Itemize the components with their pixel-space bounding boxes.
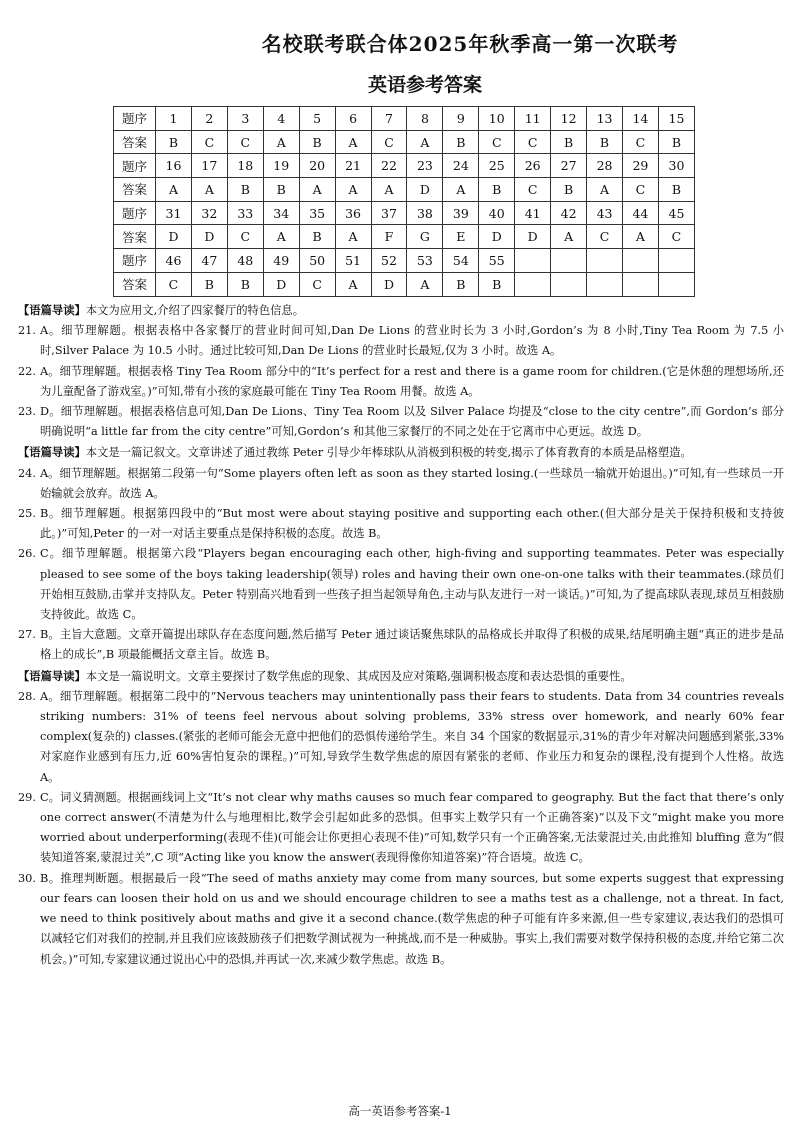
question-number-cell: 5 xyxy=(299,107,335,131)
question-number-cell: 15 xyxy=(658,107,694,131)
answer-explanation xyxy=(18,544,784,625)
question-number-cell: 21 xyxy=(335,154,371,178)
answer-cell: C xyxy=(371,130,407,154)
answer-cell: A xyxy=(299,178,335,202)
question-number-cell: 10 xyxy=(479,107,515,131)
explanations xyxy=(18,300,784,970)
question-number-cell: 11 xyxy=(515,107,551,131)
answer-cell: C xyxy=(156,272,192,296)
question-number-cell: 7 xyxy=(371,107,407,131)
question-number-cell: 8 xyxy=(407,107,443,131)
question-number-cell: 43 xyxy=(587,201,623,225)
question-number-cell xyxy=(551,249,587,273)
question-number-cell: 23 xyxy=(407,154,443,178)
answer-explanation xyxy=(18,788,784,869)
question-number-cell: 50 xyxy=(299,249,335,273)
answer-cell: C xyxy=(515,130,551,154)
question-number-cell: 53 xyxy=(407,249,443,273)
answer-cell xyxy=(551,272,587,296)
question-label-cell: 题序 xyxy=(114,154,156,178)
explanation-text: A。细节理解题。根据第二段第一句“Some players often left as soon as they started losing.(一些球员一输就开始退出。)”可知,有一些球员一开始输就会放弃。故选 A。 xyxy=(40,466,784,500)
answer-cell: E xyxy=(443,225,479,249)
question-number: 30. xyxy=(18,871,36,885)
question-number: 23. xyxy=(18,405,36,419)
answer-cell: C xyxy=(658,225,694,249)
answer-cell: B xyxy=(191,272,227,296)
answer-explanation xyxy=(18,687,784,788)
answer-label-cell: 答案 xyxy=(114,178,156,202)
explanation-text: B。推理判断题。根据最后一段“The seed of maths anxiety may come from many sources, but some experts suggest that expressing our fears can loosen their hold on us and we should encourage children to see a maths test as a challenge, not a threat. In fact, we need to think positively about maths and give it a second chance.(数学焦虑的种子可能有许多来源,但一些专家建议,表达我们的恐惧可以减轻它们对我们的控制,并且我们应该鼓励孩子们把数学测试视为一种挑战,而不是一种威胁。事实上,我们需要对数学保持积极的态度,并给它第二次机会。)”可知,专家建议通过说出心中的恐惧,并再试一次,来减少数学焦虑。故选 B。 xyxy=(40,871,784,966)
explanation-text: A。细节理解题。根据表格 Tiny Tea Room 部分中的“It’s perfect for a rest and there is a game room for children.(它是休憩的理想场所,还为儿童配备了游戏室。)”可知,带有小孩的家庭最可能在 Tiny Tea Room 用餐。故选 A。 xyxy=(40,364,784,398)
answer-cell: B xyxy=(551,178,587,202)
passage-guide-text: 本文是一篇说明文。文章主要探讨了数学焦虑的现象、其成因及应对策略,强调积极态度和表达恐惧的重要性。 xyxy=(85,669,632,683)
question-number-cell: 45 xyxy=(658,201,694,225)
answer-cell: D xyxy=(515,225,551,249)
answer-cell: C xyxy=(191,130,227,154)
question-number: 28. xyxy=(18,689,36,703)
answer-cell: C xyxy=(622,178,658,202)
question-number-cell: 3 xyxy=(227,107,263,131)
answer-label-cell: 答案 xyxy=(114,272,156,296)
answer-cell xyxy=(622,272,658,296)
question-number-cell: 54 xyxy=(443,249,479,273)
question-number-cell: 32 xyxy=(191,201,227,225)
question-number: 29. xyxy=(18,790,36,804)
question-number-row xyxy=(114,249,695,273)
question-label-cell: 题序 xyxy=(114,201,156,225)
answer-cell: C xyxy=(622,130,658,154)
question-number-cell: 13 xyxy=(587,107,623,131)
question-number-cell: 22 xyxy=(371,154,407,178)
passage-guide-label: 【语篇导读】 xyxy=(18,445,86,460)
answer-label-cell: 答案 xyxy=(114,225,156,249)
answer-cell: B xyxy=(299,130,335,154)
explanation-text: A。细节理解题。根据表格中各家餐厅的营业时间可知,Dan De Lions 的营业时长为 3 小时,Gordon’s 为 8 小时,Tiny Tea Room 为 7.5 小时,Silver Palace 为 10.5 小时。通过比较可知,Dan De Lions 的营业时长最短,仅为 3 小时。故选 A。 xyxy=(40,324,784,358)
answer-cell: D xyxy=(479,225,515,249)
question-number-cell: 24 xyxy=(443,154,479,178)
answer-cell: A xyxy=(335,130,371,154)
answer-cell: A xyxy=(371,178,407,202)
answer-cell: C xyxy=(227,130,263,154)
explanation-text: A。细节理解题。根据第二段中的“Nervous teachers may unintentionally pass their fears to students. Data from 34 countries reveals striking numbers: 31% of teens feel nervous about solving problems, 33% stress over homework, and nearly 60% fear complex(复杂的) classes.(紧张的老师可能会无意中把他们的恐惧传递给学生。来自 34 个国家的数据显示,31%的青少年对解决问题感到紧张,33%对家庭作业感到有压力,近 60%害怕复杂的课程。)”可知,导致学生数学焦虑的原因有紧张的老师、作业压力和复杂的课程,没有提到个人性格。故选 A。 xyxy=(40,689,784,784)
question-number-cell: 42 xyxy=(551,201,587,225)
question-number-cell: 4 xyxy=(263,107,299,131)
passage-guide-text: 本文是一篇记叙文。文章讲述了通过教练 Peter 引导少年棒球队从消极到积极的转变,揭示了体育教育的本质是品格塑造。 xyxy=(85,446,692,460)
explanation-text: D。细节理解题。根据表格信息可知,Dan De Lions、Tiny Tea Room 以及 Silver Palace 均提及“close to the city centre”,而 Gordon’s 部分明确说明“a little far from the city centre”可知,Gordon’s 和其他三家餐厅的不同之处在于它离市中心更远。故选 D。 xyxy=(40,405,784,439)
question-number-cell: 6 xyxy=(335,107,371,131)
answer-cell: D xyxy=(191,225,227,249)
answer-cell: A xyxy=(407,130,443,154)
question-number-cell: 55 xyxy=(479,249,515,273)
question-number: 27. xyxy=(18,628,36,642)
question-number-cell: 2 xyxy=(191,107,227,131)
question-label-cell: 题序 xyxy=(114,249,156,273)
answer-cell: B xyxy=(227,178,263,202)
question-number-cell: 38 xyxy=(407,201,443,225)
answer-cell: B xyxy=(658,130,694,154)
answer-cell: C xyxy=(587,225,623,249)
question-number: 24. xyxy=(18,466,36,480)
question-number-cell: 18 xyxy=(227,154,263,178)
answer-cell: C xyxy=(479,130,515,154)
explanation-text: B。细节理解题。根据第四段中的“But most were about staying positive and supporting each other.(但大部分是关于保持积极和支持彼此。)”可知,Peter 的一对一对话主要重点是保持积极的态度。故选 B。 xyxy=(40,507,784,541)
question-number-cell: 17 xyxy=(191,154,227,178)
answer-explanation xyxy=(18,504,784,544)
answer-cell: B xyxy=(551,130,587,154)
answer-cell: B xyxy=(479,272,515,296)
answer-cell: C xyxy=(227,225,263,249)
answer-label-cell: 答案 xyxy=(114,130,156,154)
answer-cell: A xyxy=(263,225,299,249)
answer-cell: B xyxy=(156,130,192,154)
answer-cell: B xyxy=(443,272,479,296)
answer-key-table xyxy=(113,106,695,297)
answer-cell: A xyxy=(335,178,371,202)
question-number-cell: 9 xyxy=(443,107,479,131)
answer-row xyxy=(114,130,695,154)
answer-explanation xyxy=(18,402,784,442)
answer-cell: B xyxy=(443,130,479,154)
question-number-cell: 29 xyxy=(622,154,658,178)
answer-cell: F xyxy=(371,225,407,249)
question-number: 22. xyxy=(18,364,36,378)
passage-guide-text: 本文为应用文,介绍了四家餐厅的特色信息。 xyxy=(85,304,305,317)
question-number-cell: 20 xyxy=(299,154,335,178)
question-number-row xyxy=(114,107,695,131)
question-number-cell: 51 xyxy=(335,249,371,273)
question-number-cell: 27 xyxy=(551,154,587,178)
answer-cell xyxy=(587,272,623,296)
question-number-cell: 34 xyxy=(263,201,299,225)
question-number-row xyxy=(114,201,695,225)
question-number-cell: 19 xyxy=(263,154,299,178)
question-number-cell: 37 xyxy=(371,201,407,225)
question-number-cell: 40 xyxy=(479,201,515,225)
question-number-cell: 46 xyxy=(156,249,192,273)
explanation-text: C。细节理解题。根据第六段“Players began encouraging each other, high-fiving and supporting teammates. Peter was especially pleased to see some of the boys taking leadership(领导) roles and having their own one-on-one talks with their teammates.(球员们开始相互鼓励,击掌并支持队友。Peter 特别高兴地看到一些孩子担当起领导角色,主动与队友进行一对一谈话。)”可知,为了提高球队表现,球员互相鼓励支持彼此。故选 C。 xyxy=(40,547,784,622)
question-number-cell: 30 xyxy=(658,154,694,178)
explanation-text: C。词义猜测题。根据画线词上文“It’s not clear why maths causes so much fear compared to geography. But the fact that there’s only one correct answer(不清楚为什么与地理相比,数学会引起如此多的恐惧。但事实上数学只有一个正确答案)”以及下文“might make you more worried about underperforming(表现不佳)(可能会让你更担心表现不佳)”可知,数学只有一个正确答案,无法蒙混过关,由此推知 bluffing 意为“假装知道答案,蒙混过关”,C 项“Acting like you know the answer(表现得像你知道答案)”符合语境。故选 C。 xyxy=(40,790,784,865)
question-number-cell: 12 xyxy=(551,107,587,131)
question-number-cell: 47 xyxy=(191,249,227,273)
passage-guide xyxy=(18,300,784,321)
question-number-cell: 26 xyxy=(515,154,551,178)
answer-cell: D xyxy=(263,272,299,296)
answer-cell: A xyxy=(335,225,371,249)
answer-cell: D xyxy=(156,225,192,249)
answer-row xyxy=(114,178,695,202)
question-number-cell: 39 xyxy=(443,201,479,225)
passage-guide-label: 【语篇导读】 xyxy=(18,303,86,317)
answer-cell: A xyxy=(407,272,443,296)
answer-cell: B xyxy=(299,225,335,249)
answer-row xyxy=(114,272,695,296)
answer-cell: G xyxy=(407,225,443,249)
question-number-cell: 49 xyxy=(263,249,299,273)
answer-cell xyxy=(515,272,551,296)
passage-guide xyxy=(18,442,784,463)
question-number-cell xyxy=(515,249,551,273)
page-title: 名校联考联合体2025年秋季高一第一次联考 xyxy=(261,32,679,56)
answer-row xyxy=(114,225,695,249)
answer-cell: A xyxy=(622,225,658,249)
question-number-cell: 28 xyxy=(587,154,623,178)
page-footer: 高一英语参考答案-1 xyxy=(348,1104,452,1118)
question-number-cell: 1 xyxy=(156,107,192,131)
question-label-cell: 题序 xyxy=(114,107,156,131)
passage-guide xyxy=(18,666,784,687)
question-number-cell: 16 xyxy=(156,154,192,178)
question-number-cell: 14 xyxy=(622,107,658,131)
question-number-cell xyxy=(587,249,623,273)
answer-cell: A xyxy=(335,272,371,296)
answer-cell: A xyxy=(156,178,192,202)
question-number: 26. xyxy=(18,547,36,561)
question-number-cell: 44 xyxy=(622,201,658,225)
answer-cell: D xyxy=(371,272,407,296)
answer-cell: B xyxy=(227,272,263,296)
answer-cell xyxy=(658,272,694,296)
answer-cell: A xyxy=(587,178,623,202)
answer-cell: B xyxy=(587,130,623,154)
explanation-text: B。主旨大意题。文章开篇提出球队存在态度问题,然后描写 Peter 通过谈话聚焦球队的品格成长并取得了积极的成果,结尾明确主题“真正的进步是品格上的成长”,B 项最能概括文章主旨。故选 B。 xyxy=(40,628,784,662)
question-number-cell: 48 xyxy=(227,249,263,273)
question-number-cell: 31 xyxy=(156,201,192,225)
question-number-cell: 25 xyxy=(479,154,515,178)
question-number: 21. xyxy=(18,324,36,338)
answer-cell: A xyxy=(191,178,227,202)
question-number: 25. xyxy=(18,507,36,521)
page-subtitle: 英语参考答案 xyxy=(367,74,482,96)
answer-cell: A xyxy=(551,225,587,249)
question-number-cell: 52 xyxy=(371,249,407,273)
answer-cell: A xyxy=(263,130,299,154)
question-number-cell xyxy=(622,249,658,273)
question-number-cell: 35 xyxy=(299,201,335,225)
answer-explanation xyxy=(18,464,784,504)
answer-cell: B xyxy=(263,178,299,202)
answer-explanation xyxy=(18,625,784,665)
answer-cell: C xyxy=(299,272,335,296)
question-number-cell xyxy=(658,249,694,273)
answer-cell: A xyxy=(443,178,479,202)
answer-explanation xyxy=(18,321,784,361)
question-number-cell: 41 xyxy=(515,201,551,225)
answer-explanation xyxy=(18,362,784,402)
answer-cell: B xyxy=(479,178,515,202)
answer-explanation xyxy=(18,869,784,970)
answer-cell: D xyxy=(407,178,443,202)
question-number-cell: 36 xyxy=(335,201,371,225)
question-number-row xyxy=(114,154,695,178)
answer-cell: C xyxy=(515,178,551,202)
passage-guide-label: 【语篇导读】 xyxy=(18,668,86,683)
question-number-cell: 33 xyxy=(227,201,263,225)
answer-cell: B xyxy=(658,178,694,202)
